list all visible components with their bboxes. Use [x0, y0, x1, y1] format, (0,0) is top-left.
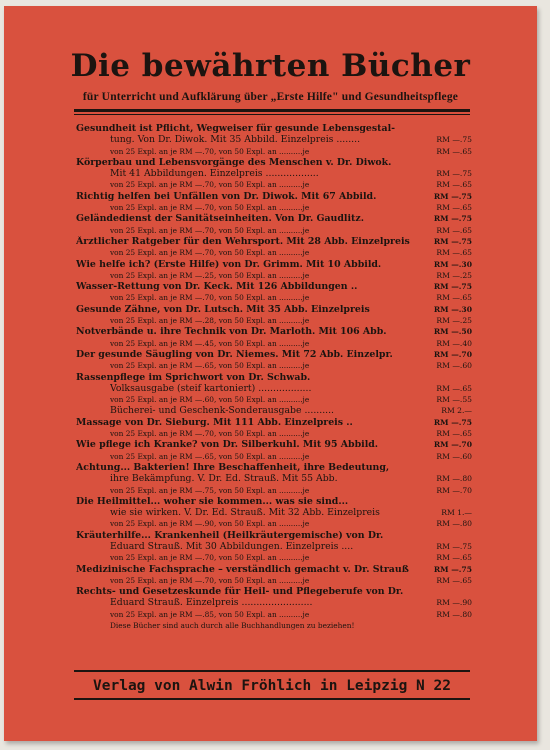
line-text: von 25 Expl. an je RM —.70, von 50 Expl. an ..........je [110, 225, 310, 235]
price [432, 530, 472, 541]
book-entry-title [76, 123, 472, 134]
publisher-footer: Verlag von Alwin Fröhlich in Leipzig N 22 [93, 678, 451, 694]
book-entry-line [76, 134, 472, 145]
price-detail-line [76, 270, 472, 281]
line-text: Richtig helfen bei Unfällen von Dr. Diwok. Mit 67 Abbild. [76, 190, 377, 202]
price: RM —.65 [436, 225, 472, 235]
price: RM —.65 [436, 383, 472, 393]
book-entry-title [76, 304, 472, 315]
price: RM —.60 [436, 361, 472, 371]
price: RM —.65 [436, 575, 472, 585]
price-detail-line [76, 202, 472, 213]
price: RM —.75 [436, 169, 472, 179]
line-text: von 25 Expl. an je RM —.60, von 50 Expl. an ..........je [110, 395, 310, 405]
book-entry-title [76, 417, 472, 428]
line-text: von 25 Expl. an je RM —.75, von 50 Expl. an ..........je [110, 485, 310, 495]
line-text: Achtung... Bakterien! Ihre Beschaffenheit, ihre Bedeutung, [76, 461, 390, 473]
top-rule-thin [74, 114, 470, 115]
book-entry-title [76, 372, 472, 383]
price-detail-line [76, 609, 472, 620]
price-detail-line [76, 179, 472, 190]
price-detail-line [76, 394, 472, 405]
price: RM —.55 [436, 395, 472, 405]
book-entry-line [76, 383, 472, 394]
line-text: Bücherei- und Geschenk-Sonderausgabe .......... [110, 405, 335, 417]
price: RM —.80 [436, 474, 472, 484]
price: RM —.40 [436, 338, 472, 348]
price-detail-line [76, 485, 472, 496]
book-entry-title [76, 326, 472, 337]
line-text: Wie helfe ich? (Erste Hilfe) von Dr. Grimm. Mit 10 Abbild. [76, 258, 382, 270]
line-text: von 25 Expl. an je RM —.70, von 50 Expl. an ..........je [110, 248, 310, 258]
line-text: Eduard Strauß. Einzelpreis ........................ [110, 597, 313, 609]
price-detail-line [76, 451, 472, 462]
book-cover [4, 6, 537, 741]
price: RM —.30 [433, 304, 472, 314]
line-text: Diese Bücher sind auch durch alle Buchhandlungen zu beziehen! [110, 621, 355, 631]
line-text: Notverbände u. ihre Technik von Dr. Marloth. Mit 106 Abb. [76, 326, 387, 338]
price: RM —.80 [436, 519, 472, 529]
line-text: Rassenpflege im Sprichwort von Dr. Schwab. [76, 371, 311, 383]
line-text: von 25 Expl. an je RM —.70, von 50 Expl. an ..........je [110, 146, 310, 156]
price [432, 157, 472, 168]
line-text: wie sie wirken. V. Dr. Ed. Strauß. Mit 32 Abb. Einzelpreis [110, 507, 380, 519]
price: RM —.75 [433, 564, 472, 574]
price-detail-line [76, 518, 472, 529]
line-text: von 25 Expl. an je RM —.70, von 50 Expl. an ..........je [110, 575, 310, 585]
book-entry-title [76, 564, 472, 575]
price-detail-line [76, 292, 472, 303]
price: RM —.65 [436, 429, 472, 439]
price-detail-line [76, 620, 472, 631]
price-detail-line [76, 360, 472, 371]
book-entry-title [76, 586, 472, 597]
price-detail-line [76, 315, 472, 326]
book-entry-line [76, 597, 472, 608]
price: RM —.75 [433, 282, 472, 292]
line-text: Wasser-Rettung von Dr. Keck. Mit 126 Abbildungen .. [76, 281, 358, 293]
line-text: Volksausgabe (steif kartoniert) .................. [110, 382, 312, 394]
price: RM —.25 [436, 270, 472, 280]
price: RM —.75 [436, 135, 472, 145]
price: RM —.75 [433, 214, 472, 224]
price: RM —.60 [436, 451, 472, 461]
book-entry-title [76, 530, 472, 541]
price [432, 372, 472, 383]
line-text: Kräuterhilfe... Krankenheil (Heilkräutergemische) von Dr. [76, 529, 384, 541]
price: RM 1.— [441, 508, 472, 518]
line-text: von 25 Expl. an je RM —.70, von 50 Expl. an ..........je [110, 553, 310, 563]
line-text: Gesunde Zähne, von Dr. Lutsch. Mit 35 Abb. Einzelpreis [76, 303, 370, 315]
line-text: von 25 Expl. an je RM —.85, von 50 Expl. an ..........je [110, 609, 310, 619]
price-detail-line [76, 146, 472, 157]
price: RM —.75 [433, 236, 472, 246]
price-detail-line [76, 575, 472, 586]
price [432, 496, 472, 507]
line-text: Gesundheit ist Pflicht, Wegweiser für gesunde Lebensgestal- [76, 123, 396, 134]
page-title: Die bewährten Bücher [70, 48, 471, 84]
price: RM —.65 [436, 180, 472, 190]
footer-rule-bottom [74, 698, 470, 700]
price [432, 620, 472, 631]
price: RM —.70 [433, 440, 472, 450]
price: RM —.65 [436, 248, 472, 258]
line-text: von 25 Expl. an je RM —.90, von 50 Expl. an ..........je [110, 519, 310, 529]
line-text: Mit 41 Abbildungen. Einzelpreis .................. [110, 168, 319, 180]
price: RM —.25 [436, 316, 472, 326]
top-rule [74, 109, 470, 112]
line-text: Eduard Strauß. Mit 30 Abbildungen. Einzelpreis .... [110, 540, 354, 552]
line-text: Die Heilmittel... woher sie kommen... was sie sind... [76, 495, 349, 507]
line-text: Medizinische Fachsprache – verständlich gemacht v. Dr. Strauß [76, 563, 409, 575]
line-text: von 25 Expl. an je RM —.70, von 50 Expl. an ..........je [110, 293, 310, 303]
book-entry-title [76, 462, 472, 473]
line-text: von 25 Expl. an je RM —.65, von 50 Expl. an ..........je [110, 361, 310, 371]
price: RM —.70 [433, 349, 472, 359]
price: RM —.70 [436, 485, 472, 495]
line-text: von 25 Expl. an je RM —.65, von 50 Expl. an ..........je [110, 451, 310, 461]
line-text: Wie pflege ich Kranke? von Dr. Silberkuhl. Mit 95 Abbild. [76, 439, 379, 451]
price-detail-line [76, 247, 472, 258]
page-subtitle: für Unterricht und Aufklärung über „Erste Hilfe" und Gesundheitspflege [82, 91, 459, 103]
book-entry-line [76, 168, 472, 179]
price [432, 586, 472, 597]
line-text: von 25 Expl. an je RM —.70, von 50 Expl. an ..........je [110, 203, 310, 213]
price: RM —.80 [436, 609, 472, 619]
line-text: von 25 Expl. an je RM —.45, von 50 Expl. an ..........je [110, 338, 310, 348]
book-entry-title [76, 191, 472, 202]
line-text: Massage von Dr. Sieburg. Mit 111 Abb. Einzelpreis .. [76, 416, 353, 428]
line-text: ihre Bekämpfung. V. Dr. Ed. Strauß. Mit 55 Abb. [110, 473, 338, 485]
book-entry-title [76, 259, 472, 270]
book-entry-title [76, 281, 472, 292]
price: RM —.65 [436, 146, 472, 156]
book-entry-title [76, 349, 472, 360]
price: RM —.30 [433, 259, 472, 269]
line-text: von 25 Expl. an je RM —.25, von 50 Expl. an ..........je [110, 270, 310, 280]
line-text: tung. Von Dr. Diwok. Mit 35 Abbild. Einzelpreis ........ [110, 134, 361, 146]
book-entry-title [76, 236, 472, 247]
book-entry-title [76, 157, 472, 168]
line-text: Der gesunde Säugling von Dr. Niemes. Mit 72 Abb. Einzelpr. [76, 348, 393, 360]
price-detail-line [76, 428, 472, 439]
price: RM —.50 [433, 327, 472, 337]
book-entry-line [76, 405, 472, 416]
book-entry-title [76, 496, 472, 507]
price: RM —.75 [433, 417, 472, 427]
price: RM —.75 [436, 541, 472, 551]
price: RM —.65 [436, 203, 472, 213]
line-text: Körperbau und Lebensvorgänge des Menschen v. Dr. Diwok. [76, 156, 392, 168]
book-entry-line [76, 473, 472, 484]
line-text: Rechts- und Gesetzeskunde für Heil- und Pflegeberufe von Dr. [76, 586, 404, 598]
book-entry-title [76, 439, 472, 450]
price: RM —.65 [436, 553, 472, 563]
footer-rule-top [74, 670, 470, 672]
line-text: von 25 Expl. an je RM —.70, von 50 Expl. an ..........je [110, 429, 310, 439]
price-detail-line [76, 338, 472, 349]
line-text: Ärztlicher Ratgeber für den Wehrsport. Mit 28 Abb. Einzelpreis [76, 235, 410, 247]
price-detail-line [76, 552, 472, 563]
book-entry-line [76, 507, 472, 518]
price: RM —.90 [436, 598, 472, 608]
book-list [76, 123, 472, 631]
price-detail-line [76, 225, 472, 236]
price: RM 2.— [441, 406, 472, 416]
price: RM —.65 [436, 293, 472, 303]
price: RM —.75 [433, 191, 472, 201]
line-text: von 25 Expl. an je RM —.28, von 50 Expl. an ..........je [110, 316, 310, 326]
book-entry-line [76, 541, 472, 552]
line-text: von 25 Expl. an je RM —.70, von 50 Expl. an ..........je [110, 180, 310, 190]
book-entry-title [76, 213, 472, 224]
price [432, 462, 472, 473]
line-text: Geländedienst der Sanitätseinheiten. Von Dr. Gaudlitz. [76, 213, 364, 225]
price [432, 123, 472, 134]
